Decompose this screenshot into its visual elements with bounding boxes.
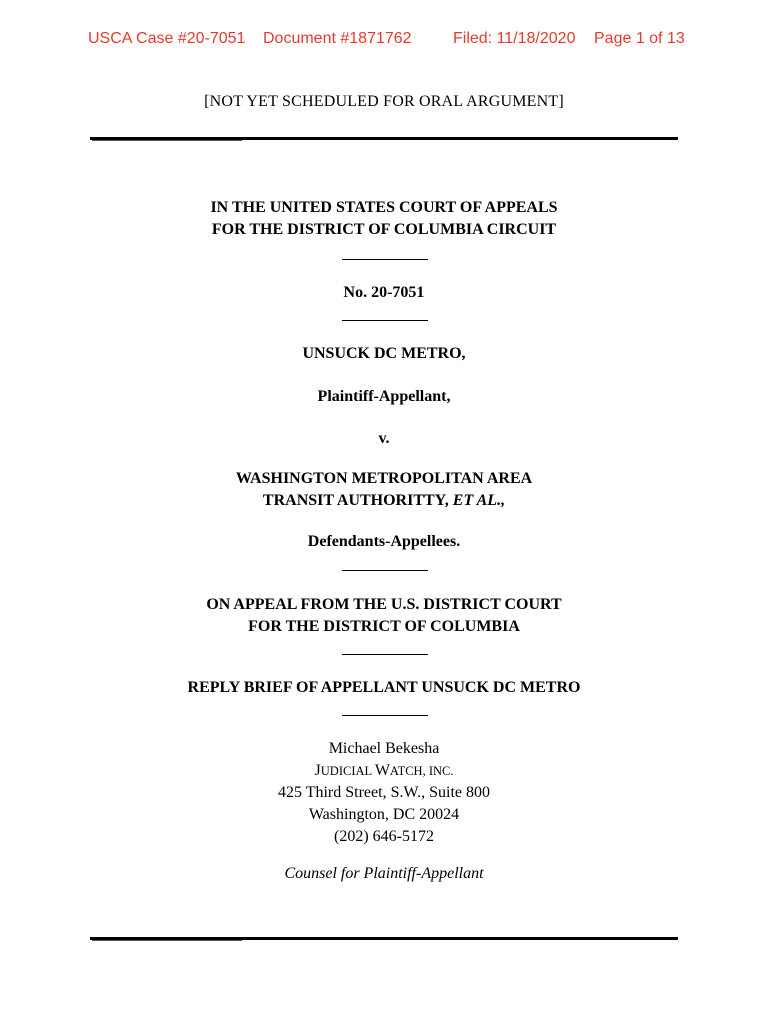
separator-2 bbox=[342, 320, 428, 321]
appeal-origin bbox=[0, 594, 768, 638]
document-stamp: Document #1871762 bbox=[263, 30, 412, 47]
page-stamp: Page 1 of 13 bbox=[594, 30, 685, 47]
counsel-role: Counsel for Plaintiff-Appellant bbox=[284, 865, 484, 882]
court-name-line2: FOR THE DISTRICT OF COLUMBIA CIRCUIT bbox=[211, 221, 557, 238]
court-name-line1: IN THE UNITED STATES COURT OF APPEALS bbox=[210, 199, 558, 216]
plaintiff-name: UNSUCK DC METRO, bbox=[302, 345, 466, 362]
case-number: No. 20-7051 bbox=[343, 284, 425, 301]
counsel-name: Michael Bekesha bbox=[328, 740, 440, 757]
separator-5 bbox=[342, 715, 428, 716]
defendant-role: Defendants-Appellees. bbox=[307, 533, 461, 550]
scheduling-status: [NOT YET SCHEDULED FOR ORAL ARGUMENT] bbox=[204, 93, 564, 110]
appeal-line2: FOR THE DISTRICT OF COLUMBIA bbox=[248, 618, 520, 635]
plaintiff-role: Plaintiff-Appellant, bbox=[317, 388, 451, 405]
filed-stamp: Filed: 11/18/2020 bbox=[453, 30, 576, 47]
counsel-address: 425 Third Street, S.W., Suite 800 bbox=[278, 784, 490, 801]
separator-3 bbox=[342, 570, 428, 571]
separator-1 bbox=[342, 259, 428, 260]
counsel-city: Washington, DC 20024 bbox=[308, 806, 460, 823]
defendant-name bbox=[0, 468, 768, 512]
defendant-et-al: ET AL., bbox=[452, 492, 506, 509]
counsel-block bbox=[0, 738, 768, 848]
separator-4 bbox=[342, 654, 428, 655]
top-rule-shadow bbox=[92, 140, 242, 141]
court-name bbox=[0, 197, 768, 241]
case-stamp: USCA Case #20-7051 bbox=[88, 30, 246, 47]
filing-header bbox=[0, 28, 768, 52]
defendant-line1: WASHINGTON METROPOLITAN AREA bbox=[235, 470, 533, 487]
counsel-firm: JUDICIAL WATCH, INC. bbox=[314, 762, 454, 779]
defendant-line2 bbox=[0, 490, 768, 512]
bottom-rule-shadow bbox=[92, 940, 242, 941]
defendant-line2-main: TRANSIT AUTHORITTY, bbox=[262, 492, 453, 509]
counsel-phone: (202) 646-5172 bbox=[334, 828, 434, 845]
versus: v. bbox=[378, 430, 390, 447]
appeal-line1: ON APPEAL FROM THE U.S. DISTRICT COURT bbox=[206, 596, 562, 613]
brief-title: REPLY BRIEF OF APPELLANT UNSUCK DC METRO bbox=[187, 679, 581, 696]
